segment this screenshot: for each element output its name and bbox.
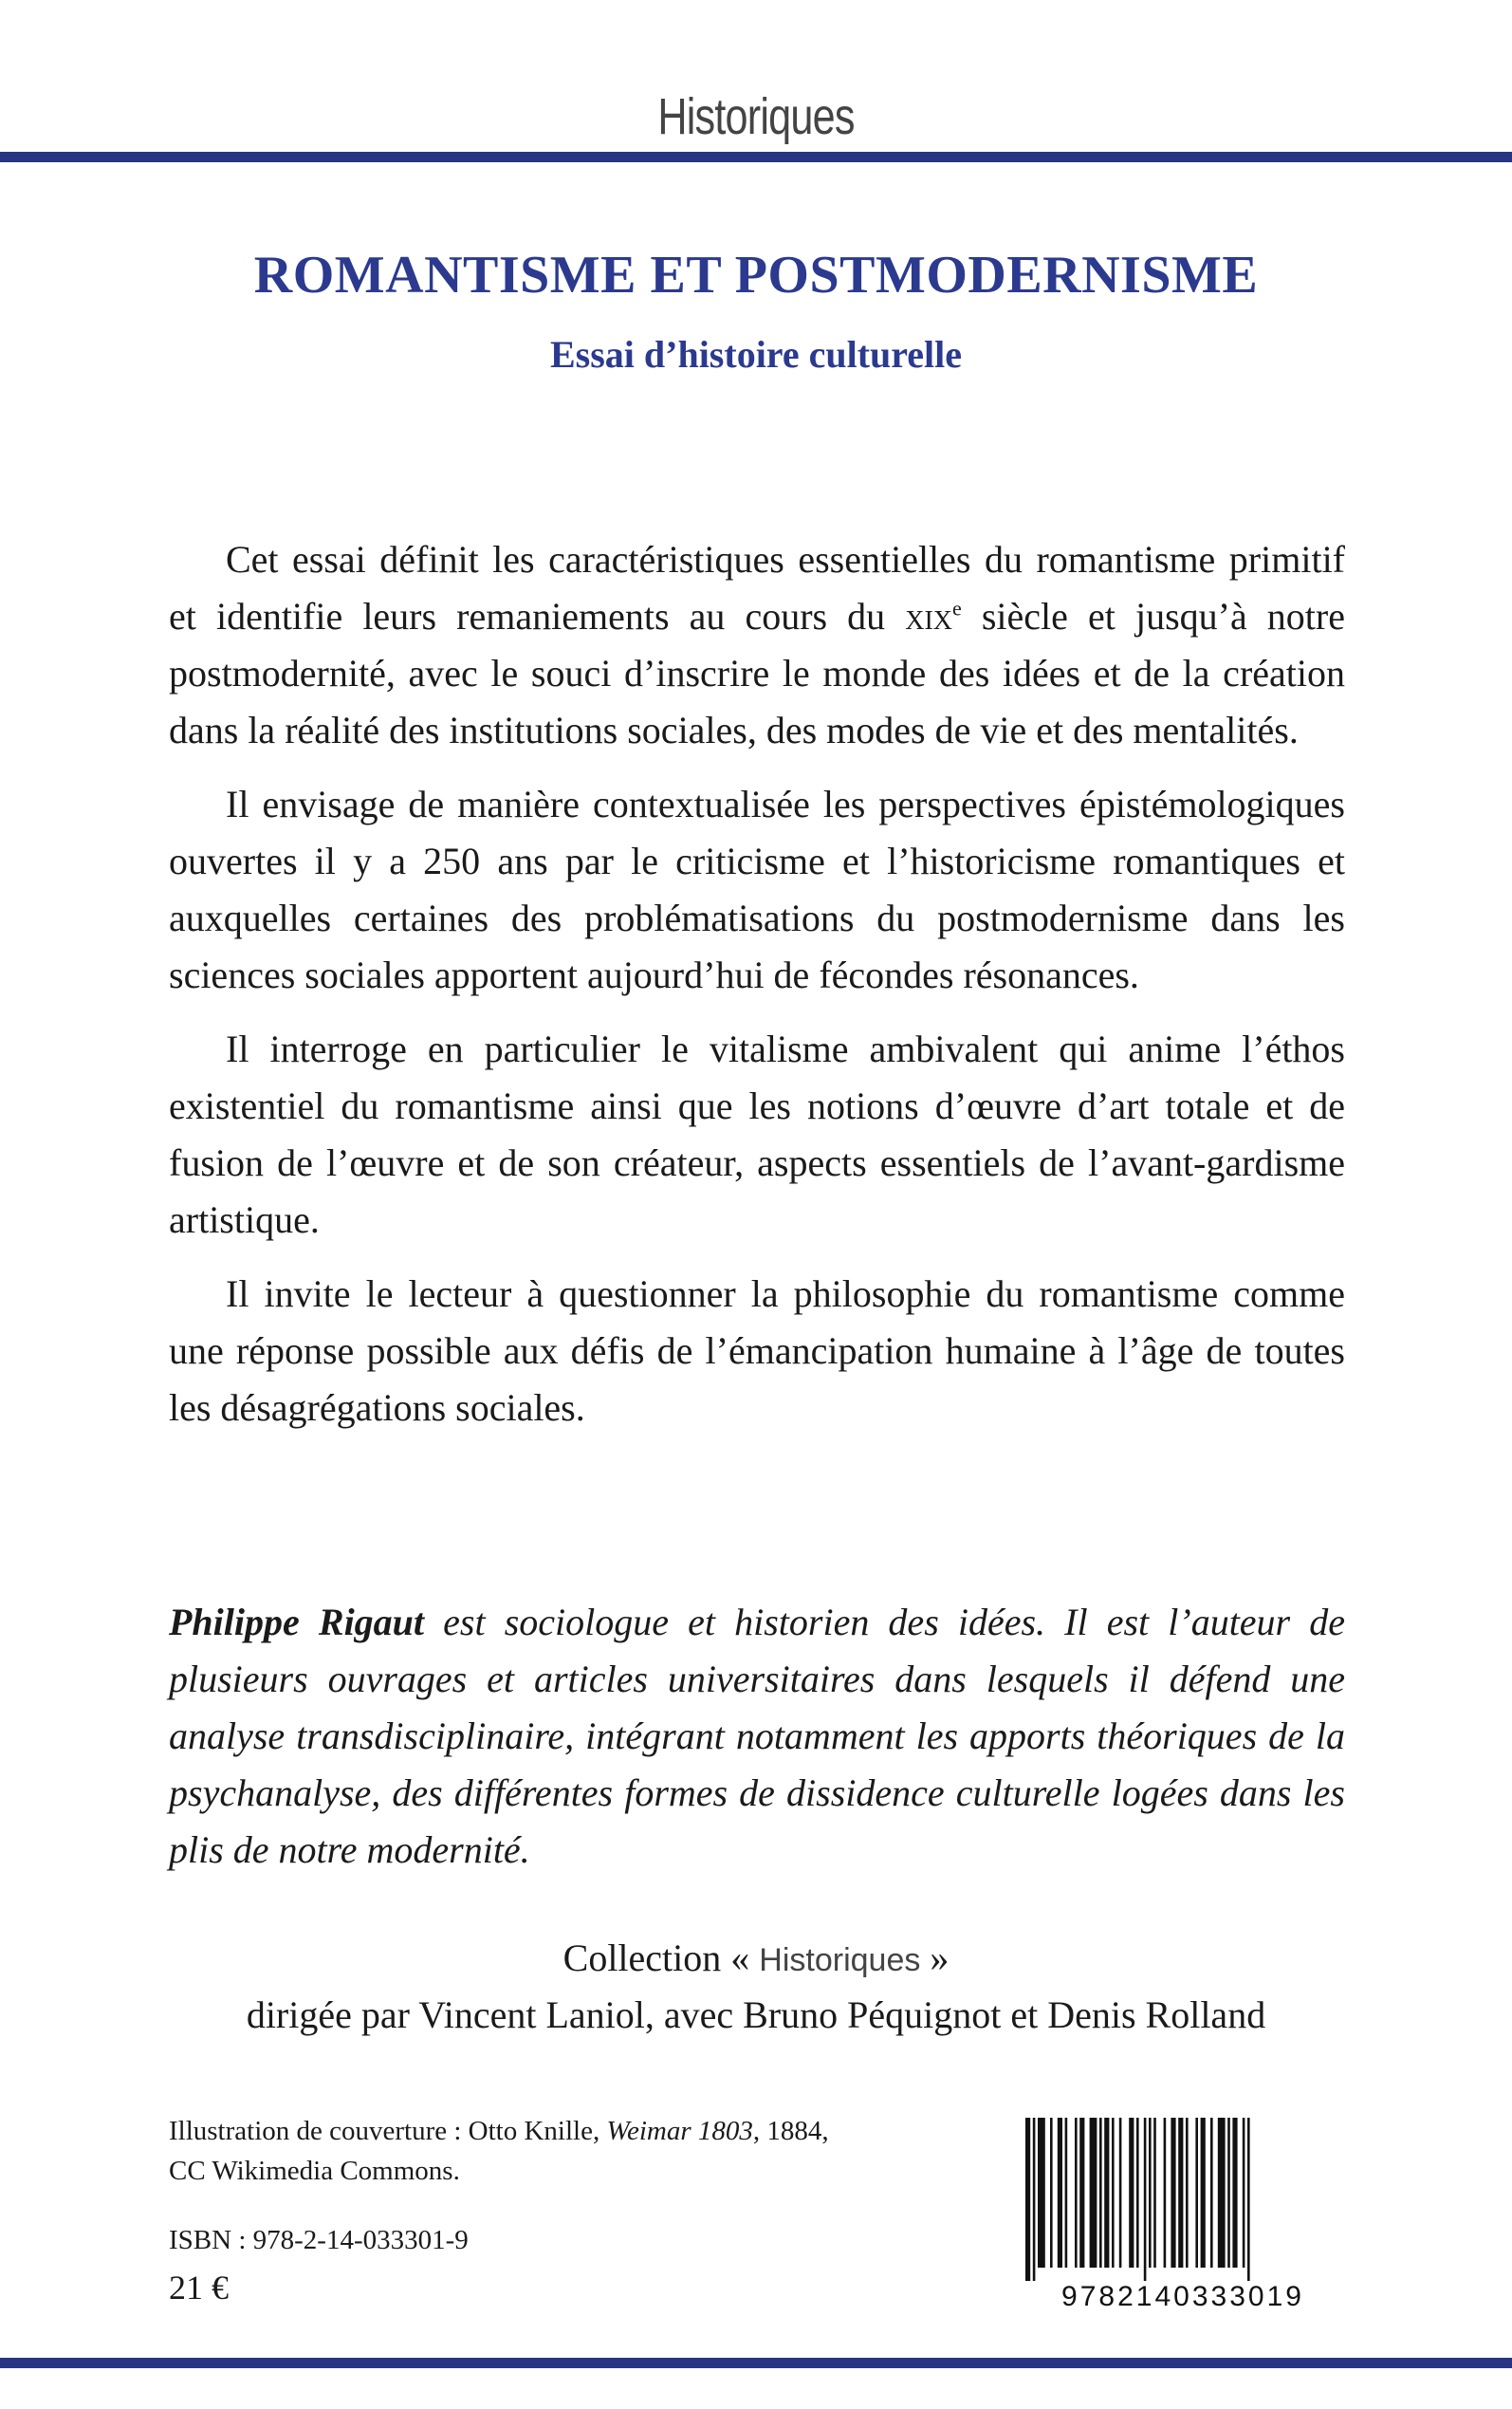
collection-info [0, 1931, 1512, 2043]
isbn: ISBN : 978-2-14-033301-9 [169, 2225, 469, 2255]
author-name: Philippe Rigaut [169, 1601, 425, 1643]
collection-directors: dirigée par Vincent Laniol, avec Bruno Péquignot et Denis Rolland [246, 1993, 1266, 2036]
author-bio-text: est sociologue et historien des idées. Il est l’auteur de plusieurs ouvrages et articles universitaires dans lesquels il défend une analyse transdisciplinaire, intégrant notamment les apports théoriques de la psychanalyse, des différentes formes de dissidence culturelle logées dans les plis de notre modernité. [169, 1601, 1345, 1871]
barcode-bar [1136, 2118, 1139, 2268]
barcode-bar [1129, 2118, 1134, 2268]
book-subtitle: Essai d’histoire culturelle [549, 333, 963, 376]
blurb-paragraph-3: Il interroge en particulier le vitalisme ambivalent qui anime l’éthos existentiel du romantisme ainsi que les notions d’œuvre d’art totale et de fusion de l’œuvre et de son créateur, aspects essentiels de l’avant-gardisme artistique. [169, 1028, 1345, 1241]
cover-credits: Illustration de couverture : Otto Knille, Weimar 1803, 1884, CC Wikimedia Commons. [169, 2116, 829, 2186]
century-superscript: e [952, 596, 962, 621]
barcode-bar [1065, 2118, 1068, 2268]
barcode-bar [1033, 2118, 1036, 2281]
book-title: ROMANTISME ET POSTMODERNISME [253, 246, 1259, 305]
barcode-bar [1038, 2118, 1045, 2268]
barcode-bar [1050, 2118, 1053, 2268]
collection-line: Collection « Historiques » [562, 1936, 950, 1979]
barcode-bar [1164, 2118, 1167, 2268]
barcode-bar [1247, 2118, 1250, 2281]
author-bio [169, 1594, 1345, 1879]
barcode-bar [1201, 2118, 1206, 2268]
barcode-bar [1058, 2118, 1062, 2268]
price: 21 € [169, 2269, 229, 2307]
blurb-paragraph-4: Il invite le lecteur à questionner la philosophie du romantisme comme une réponse possible aux défis de l’émancipation humaine à l’âge de toutes les désagrégations sociales. [169, 1272, 1345, 1429]
barcode-bar [1171, 2118, 1175, 2268]
cover-work-title: Weimar 1803 [606, 2116, 753, 2146]
barcode-bar [1186, 2118, 1189, 2268]
top-rule [0, 152, 1512, 162]
bottom-rule [0, 2358, 1512, 2368]
barcode-bar [1104, 2118, 1109, 2268]
barcode-bar [1218, 2118, 1226, 2268]
barcode-bar [1195, 2118, 1198, 2268]
barcode-bars [1025, 2118, 1250, 2281]
barcode-bar [1099, 2118, 1102, 2268]
barcode-bar [1178, 2118, 1183, 2268]
barcode-digits: 9782140333019 [1061, 2281, 1304, 2309]
barcode-bar [1079, 2118, 1084, 2268]
barcode-bar [1149, 2118, 1152, 2268]
blurb-paragraph-1: Cet essai définit les caractéristiques essentielles du romantisme primitif et identifie leurs remaniements au cours du xix$^e$ siècle et jusqu’à notre postmodernité, avec le souci d’inscrire le monde des idées et de la création dans la réalité des institutions sociales, des modes de vie et des mentalités. [169, 538, 1345, 751]
barcode-bar [1144, 2118, 1147, 2281]
barcode-bar [1243, 2118, 1245, 2268]
barcode-bar [1227, 2118, 1230, 2268]
series-logo: Historiques [657, 88, 855, 145]
barcode [1022, 2118, 1344, 2309]
blurb-paragraph-2: Il envisage de manière contextualisée les perspectives épistémologiques ouvertes il y a 250 ans par le criticisme et l’historicisme romantiques et auxquelles certaines des problématisations du postmodernisme dans les sciences sociales apportent aujourd’hui de fécondes résonances. [169, 783, 1345, 996]
barcode-bar [1232, 2118, 1237, 2268]
century-numeral: xix [905, 595, 953, 638]
collection-series-name: Historiques [759, 1942, 921, 1978]
barcode-bar [1090, 2118, 1097, 2268]
barcode-bar [1025, 2118, 1030, 2281]
barcode-bar [1119, 2118, 1122, 2268]
blurb [169, 531, 1345, 1454]
barcode-bar [1210, 2118, 1213, 2268]
barcode-bar [1075, 2118, 1078, 2268]
barcode-bar [1112, 2118, 1115, 2268]
barcode-bar [1153, 2118, 1156, 2268]
